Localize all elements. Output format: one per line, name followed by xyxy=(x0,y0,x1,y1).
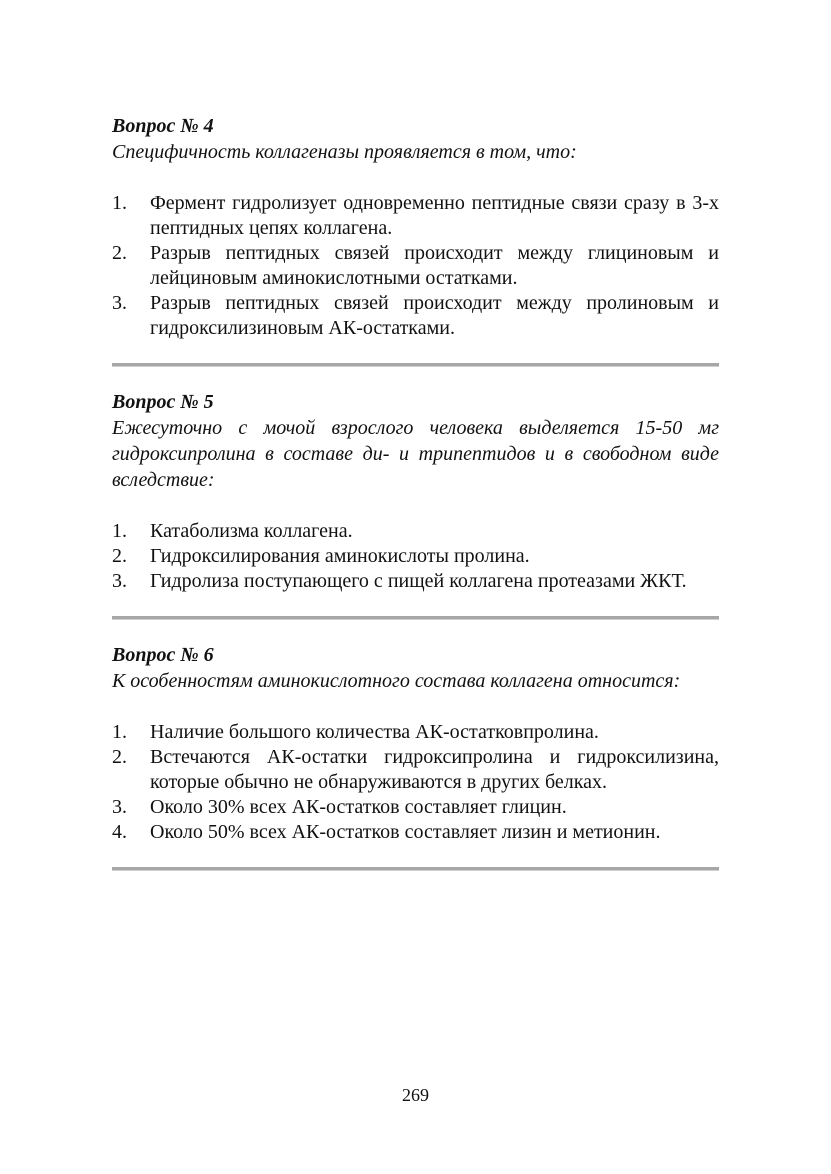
answer-number: 2. xyxy=(112,545,127,567)
answer-number: 3. xyxy=(112,292,127,314)
section-divider xyxy=(112,867,719,871)
answer-text: Катаболизма коллагена. xyxy=(150,520,353,542)
question-text: К особенностям аминокислотного состава коллагена относится: xyxy=(112,670,681,692)
answer-item xyxy=(112,795,719,820)
section-divider xyxy=(112,616,719,620)
question-title: Вопрос № 6 xyxy=(112,644,214,666)
answer-text: Наличие большого количества АК-остатковпролина. xyxy=(150,721,599,743)
answer-item xyxy=(112,544,719,569)
answer-item xyxy=(112,569,719,594)
question-5 xyxy=(112,389,719,594)
answer-list xyxy=(112,519,719,594)
answer-item xyxy=(112,191,719,241)
answer-number: 4. xyxy=(112,821,127,843)
answer-number: 3. xyxy=(112,796,127,818)
page-number: 269 xyxy=(402,1085,429,1105)
answer-item xyxy=(112,241,719,291)
question-title: Вопрос № 5 xyxy=(112,391,214,413)
question-6 xyxy=(112,642,719,845)
answer-text: Разрыв пептидных связей происходит между глициновым и лейциновым аминокислотными остатками. xyxy=(150,242,719,289)
answer-text: Встечаются АК-остатки гидроксипролина и гидроксилизина, которые обычно не обнаруживаются в других белках. xyxy=(150,746,719,793)
answer-number: 3. xyxy=(112,570,127,592)
answer-number: 1. xyxy=(112,520,127,542)
question-title: Вопрос № 4 xyxy=(112,115,214,137)
answer-list xyxy=(112,720,719,845)
answer-list xyxy=(112,191,719,341)
question-4 xyxy=(112,113,719,341)
answer-item xyxy=(112,291,719,341)
answer-text: Гидролиза поступающего с пищей коллагена протеазами ЖКТ. xyxy=(150,570,687,592)
answer-number: 1. xyxy=(112,192,127,214)
answer-number: 2. xyxy=(112,746,127,768)
answer-text: Разрыв пептидных связей происходит между пролиновым и гидроксилизиновым АК-остатками. xyxy=(150,292,719,339)
answer-item xyxy=(112,820,719,845)
answer-number: 2. xyxy=(112,242,127,264)
answer-text: Гидроксилирования аминокислоты пролина. xyxy=(150,545,530,567)
section-divider xyxy=(112,363,719,367)
answer-item xyxy=(112,745,719,795)
question-text: Специфичность коллагеназы проявляется в том, что: xyxy=(112,141,577,163)
answer-text: Около 50% всех АК-остатков составляет лизин и метионин. xyxy=(150,821,661,843)
question-text: Ежесуточно с мочой взрослого человека выделяется 15-50 мг гидроксипролина в составе ди- и трипептидов и в свободном виде вследствие: xyxy=(112,417,719,491)
page-content xyxy=(112,113,719,871)
answer-item xyxy=(112,720,719,745)
answer-number: 1. xyxy=(112,721,127,743)
answer-item xyxy=(112,519,719,544)
answer-text: Фермент гидролизует одновременно пептидные связи сразу в 3-х пептидных цепях коллагена. xyxy=(150,192,719,239)
answer-text: Около 30% всех АК-остатков составляет глицин. xyxy=(150,796,567,818)
